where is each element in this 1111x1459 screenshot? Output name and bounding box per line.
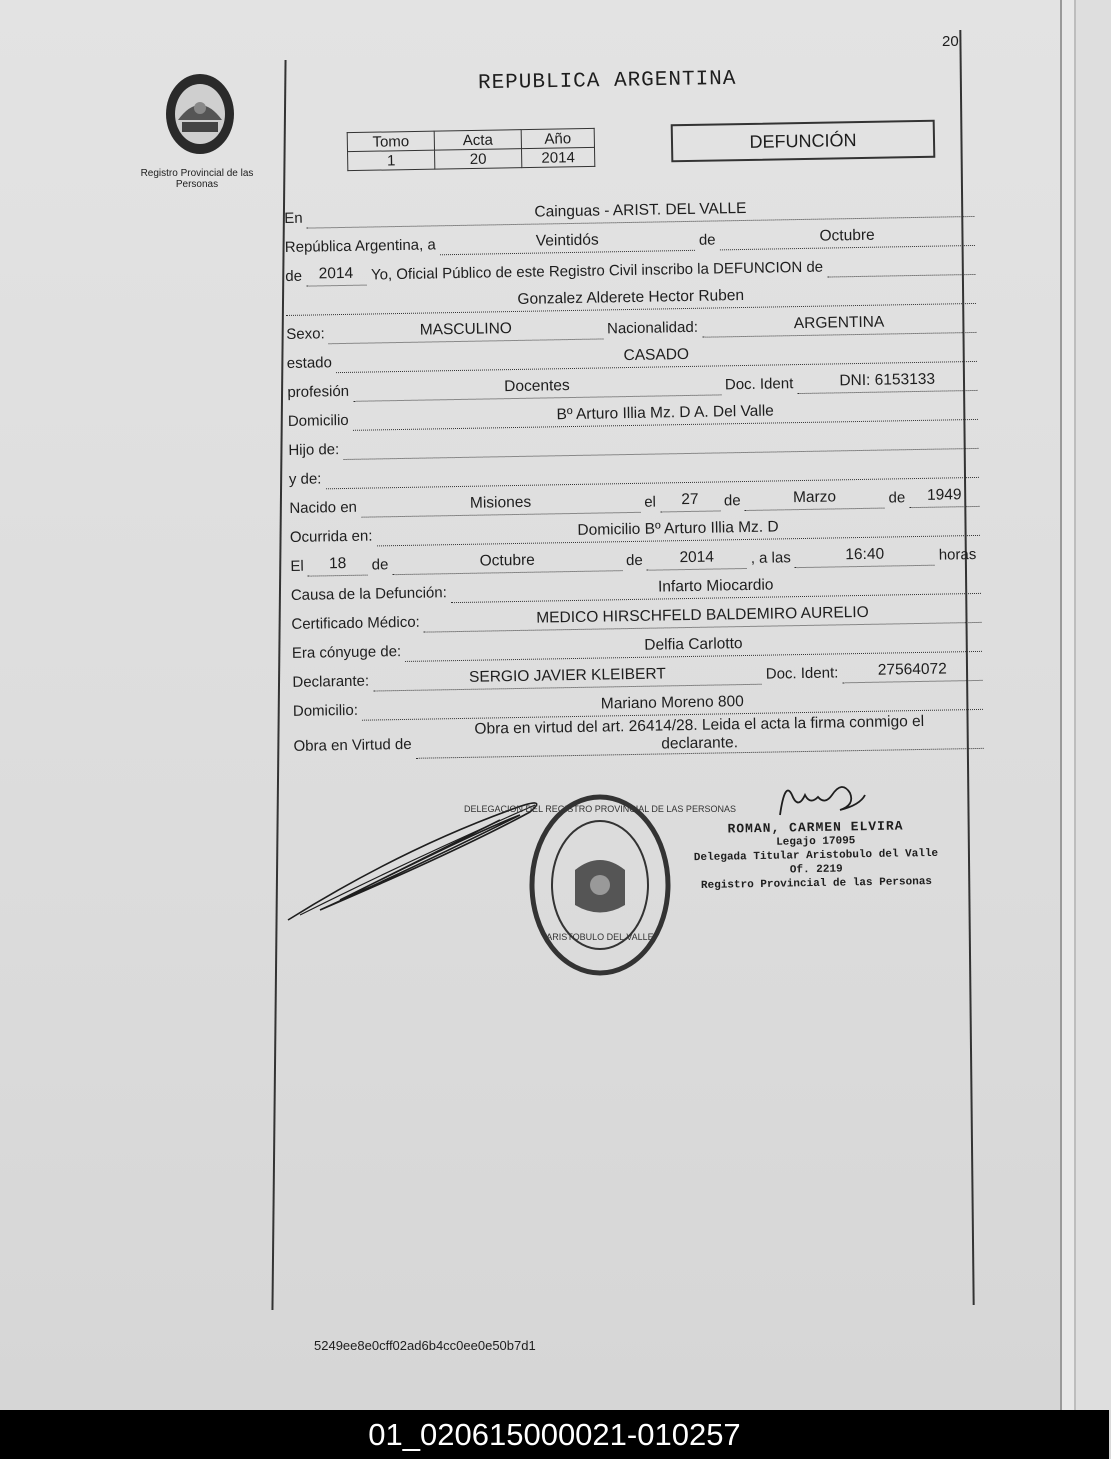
field-value: Docentes [504,377,570,396]
field-label: Domicilio [287,411,349,430]
field-value: Misiones [469,493,532,512]
field-label: Doc. Ident [724,375,794,394]
field-value: SERGIO JAVIER KLEIBERT [468,665,666,686]
field-value: ARGENTINA [793,313,885,333]
field-value: MEDICO HIRSCHFELD BALDEMIRO AURELIO [536,603,869,627]
field-value: Cainguas - ARIST. DEL VALLE [534,199,747,221]
field-label: horas [938,545,977,564]
table-cell: 20 [435,149,522,170]
field-label: Nacido en [289,498,358,517]
registry-seal-stamp-icon [464,790,736,980]
field-line [827,250,976,278]
table-cell: 1 [348,150,435,171]
field-value: Gonzalez Alderete Hector Ruben [517,286,745,308]
field-value: Infarto Miocardio [657,576,774,596]
field-label: de [285,267,303,285]
field-line [909,482,979,508]
death-certificate-form [284,188,984,772]
field-value: Marzo [792,488,837,507]
field-label: Nacionalidad: [606,318,699,338]
field-value: 1949 [926,486,962,504]
field-label: Domicilio: [292,701,359,720]
field-line [842,656,982,683]
field-label: República Argentina, a [284,236,436,256]
field-label: Hijo de: [288,441,340,459]
field-value: DNI: 6153133 [839,370,936,390]
field-label: estado [286,354,333,372]
field-line [660,486,720,512]
field-label: En [284,209,303,227]
field-label: , a las [750,549,791,567]
field-value: 18 [328,554,347,573]
table-header: Tomo [347,131,434,152]
field-value: Mariano Moreno 800 [600,693,744,713]
register-table [347,128,596,171]
provincial-logo-icon [160,70,240,160]
field-line [744,484,884,511]
field-label: y de: [288,470,322,488]
record-type-box: DEFUNCIÓN [671,120,936,163]
officer-stamp [685,818,946,894]
officer-signature-icon [770,775,870,825]
field-value: MASCULINO [419,320,513,339]
table-cell: 2014 [521,147,594,167]
field-line [795,541,935,568]
page-title: REPUBLICA ARGENTINA [477,67,737,96]
table-header: Acta [434,130,521,151]
field-label: Causa de la Defunción: [290,584,447,604]
statement-text: Yo, Oficial Público de este Registro Civil inscribo la DEFUNCION de [370,258,824,284]
field-label: Certificado Médico: [291,613,420,633]
page-number: 20 [942,33,959,50]
field-label: de [371,556,389,574]
field-value: 16:40 [845,545,885,564]
field-value: Domicilio Bº Arturo Illia Mz. D [577,518,779,539]
field-label: de [625,551,643,570]
field-label: de [723,492,741,510]
field-value: Delfia Carlotto [644,635,743,654]
officer-title: Delegada Titular Aristobulo del Valle Of. 2219 [693,847,939,877]
footer-id-bar: 01_020615000021-010257 [0,1410,1109,1459]
stamp-ring-text: DELEGACION DEL REGISTRO PROVINCIAL DE LAS PERSONAS [464,804,736,814]
field-value: Bº Arturo Illia Mz. D A. Del Valle [556,402,774,424]
page-edge-outer [1074,0,1111,1410]
field-label: el [644,493,657,511]
field-label: de [698,231,716,249]
document-hash: 5249ee8e0cff02ad6b4cc0ee0e50b7d1 [314,1338,536,1353]
officer-legajo: Legajo 17095 [776,835,856,849]
field-value: declarante. [416,730,984,759]
logo-caption: Registro Provincial de las Personas [140,168,254,190]
field-label: de [888,489,906,507]
field-label: El [290,557,304,575]
field-label: Sexo: [286,325,325,343]
officer-office: Registro Provincial de las Personas [700,875,933,893]
field-label: Doc. Ident: [765,664,839,683]
field-value: CASADO [623,345,690,365]
field-value: Veintidós [535,231,599,250]
field-value: Obra en virtud del art. 26414/28. Leida el acta la firma conmigo el [474,712,925,738]
field-value: 2014 [318,264,354,283]
table-row [348,147,595,170]
field-label: profesión [287,382,350,401]
field-line [307,551,367,577]
field-label: Era cónyuge de: [291,643,402,662]
field-value: 27 [681,490,699,509]
field-label: Declarante: [292,672,370,691]
field-value: 2014 [679,548,715,567]
field-line [306,261,366,287]
field-label: Ocurrida en: [289,527,373,546]
field-value: 27564072 [877,660,947,679]
stamp-center-text: ARISTOBULO DEL VALLE [546,932,654,942]
field-value: Octubre [479,551,535,570]
officer-name: ROMAN, CARMEN ELVIRA [727,818,904,837]
field-value: Octubre [819,226,875,245]
field-label: Obra en Virtud de [293,735,412,755]
field-line [797,366,977,394]
field-line [647,544,747,571]
table-header: Año [521,128,594,148]
